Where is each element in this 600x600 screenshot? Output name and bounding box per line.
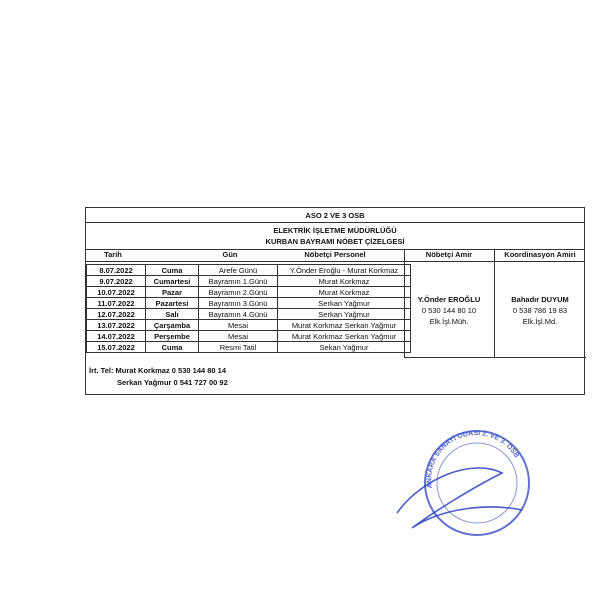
divider [404,357,586,358]
row-day: Pazar [146,287,199,298]
row-staff: Serkan Yağmur [278,298,411,309]
official-stamp [392,418,542,548]
row-day: Pazartesi [146,298,199,309]
row-date: 12.07.2022 [87,309,146,320]
amir-name: Y.Önder EROĞLU [417,295,481,304]
row-day: Cumartesi [146,276,199,287]
row-date: 14.07.2022 [87,331,146,342]
row-description: Bayramın 4.Günü [199,309,278,320]
contact-line-1: İrt. Tel: Murat Korkmaz 0 530 144 80 14 [89,366,227,375]
row-day: Çarşamba [146,320,199,331]
row-date: 8.07.2022 [87,265,146,276]
header-koordinasyon: Koordinasyon Amiri [504,250,576,259]
row-description: Resmi Tatil [199,342,278,353]
duty-supervisor [404,294,494,327]
table-row [87,276,411,287]
table-row [87,265,411,276]
row-date: 11.07.2022 [87,298,146,309]
coordination-supervisor [494,294,586,327]
table-row [87,320,411,331]
row-description: Bayramın 3.Günü [199,298,278,309]
row-staff: Murat Korkmaz [278,287,411,298]
row-description: Mesai [199,320,278,331]
row-staff: Serkan Yağmur [278,309,411,320]
koordinasyon-title: Elk.İşl.Md. [522,317,558,326]
row-staff: Sekan Yağmur [278,342,411,353]
schedule-table [86,264,411,353]
row-day: Cuma [146,265,199,276]
koordinasyon-phone: 0 538 786 19 83 [512,306,568,315]
row-staff: Y.Önder Eroğlu - Murat Korkmaz [278,265,411,276]
header-tarih: Tarih [104,250,122,259]
row-day: Cuma [146,342,199,353]
title-line1: ELEKTRİK İŞLETME MÜDÜRLÜĞÜ [273,226,397,235]
row-description: Arefe Günü [199,265,278,276]
amir-title: Elk.İşl.Müh. [429,317,469,326]
row-date: 10.07.2022 [87,287,146,298]
contact-line-2: Serkan Yağmur 0 541 727 00 92 [117,378,228,387]
row-description: Bayramın 2.Günü [199,287,278,298]
divider [86,222,584,223]
row-staff: Murat Korkmaz Serkan Yağmur [278,320,411,331]
table-row [87,298,411,309]
row-description: Mesai [199,331,278,342]
table-row [87,342,411,353]
duty-schedule-sheet [85,207,585,395]
header-amir: Nöbetçi Amir [425,250,473,259]
table-row [87,309,411,320]
row-day: Salı [146,309,199,320]
table-row [87,287,411,298]
row-date: 13.07.2022 [87,320,146,331]
header-personel: Nöbetçi Personel [304,250,366,259]
row-staff: Murat Korkmaz [278,276,411,287]
header-gun: Gün [222,250,238,259]
row-description: Bayramın 1.Günü [199,276,278,287]
row-day: Perşembe [146,331,199,342]
table-row [87,331,411,342]
koordinasyon-name: Bahadır DUYUM [511,295,569,304]
row-date: 9.07.2022 [87,276,146,287]
amir-phone: 0 530 144 80 10 [421,306,477,315]
title-line2: KURBAN BAYRAMI NÖBET ÇİZELGESİ [265,237,405,246]
row-staff: Murat Korkmaz Serkan Yağmur [278,331,411,342]
divider [86,261,584,262]
stamp-text: ANKARA SANAYİ ODASI 2. VE 3. OSB [426,430,520,489]
row-date: 15.07.2022 [87,342,146,353]
title-top: ASO 2 VE 3 OSB [305,211,365,220]
